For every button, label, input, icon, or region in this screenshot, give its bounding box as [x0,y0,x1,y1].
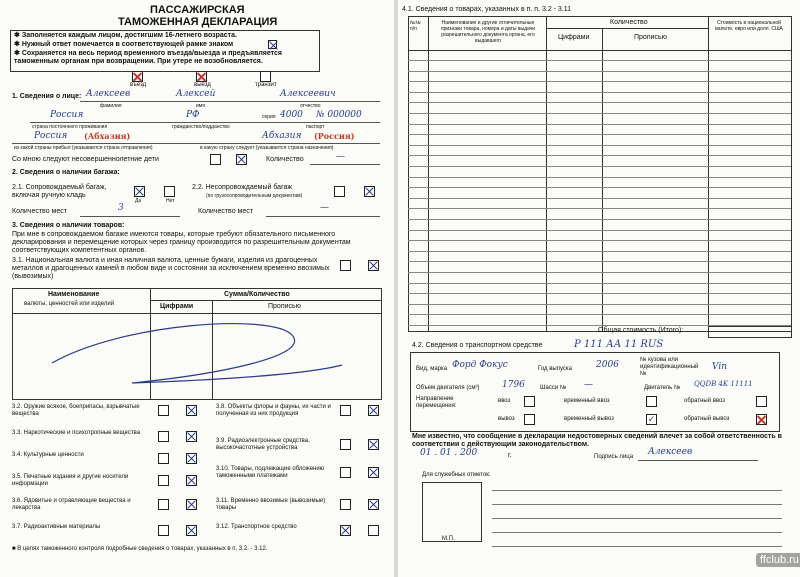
re-export-label: обратный вывоз [684,416,730,422]
goods-row-line [408,102,791,103]
goods-col-name: Наименование и другие отличительные признаки товара, номера и даты выдачи разрешительного документа органа, его выдавшего [440,20,536,44]
plate-value[interactable]: Р 111 АА 11 RUS [574,339,664,350]
from-country-label: из какой страны прибыл (указывается страна отправления) [14,145,153,151]
places-count-value[interactable]: 3 [118,203,124,213]
currency-col-name: Наименование [48,291,100,298]
goods-row-line [408,92,791,93]
accompanied-baggage-label: 2.1. Сопровождаемый багаж, включая ручную кладь [12,184,107,199]
goods-item-no-checkbox[interactable] [186,499,197,510]
note-mark-example [268,40,277,49]
goods-row-line [408,198,791,199]
note-3: Сохраняется на весь период временного въезда/выезда и предъявляется таможенным органам при возвращении. При утере не возобновляется. [14,50,282,65]
engine-volume-value[interactable]: 1796 [502,380,525,390]
goods-item-label: 3.2. Оружие всякое, боеприпасы, взрывчатые вещества [12,404,140,417]
accompanied-no-checkbox[interactable] [164,186,175,197]
goods-row-line [408,124,791,125]
watermark: ffclub.ru [756,553,800,567]
export-checkbox[interactable] [524,414,535,425]
transit-checkbox[interactable] [260,71,271,82]
passport-series-value[interactable]: 4000 [280,110,303,120]
goods-table [408,16,792,332]
goods-item-yes-checkbox[interactable] [340,439,351,450]
goods-item-yes-checkbox[interactable] [158,499,169,510]
unaccompanied-yes-checkbox[interactable] [334,186,345,197]
exit-label: выезд [194,82,211,88]
date-value[interactable]: 01 . 01 . 200 [420,448,478,458]
goods-item-label: 3.8. Объекты флоры и фауны, их части и полученная из них продукция [216,404,331,417]
goods-row-line [408,113,791,114]
goods-row-line [408,166,791,167]
stamp-label: М.П. [442,536,455,542]
currency-col-digits: Цифрами [160,303,194,310]
exit-checkbox[interactable] [196,71,207,82]
import-label: ввоз [498,398,511,404]
to-country-label: в какую страну следует (указывается страна назначения) [200,145,334,151]
goods-row-line [408,71,791,72]
check-mark-icon: ✓ [647,414,656,424]
temp-export-checkbox[interactable] [646,414,657,425]
currency-no-checkbox[interactable] [368,260,379,271]
citizenship-value[interactable]: РФ [186,110,200,120]
goods-col-words: Прописью [634,34,667,41]
goods-item-yes-checkbox[interactable] [340,525,351,536]
goods-row-line [408,283,791,284]
goods-item-yes-checkbox[interactable] [158,525,169,536]
unaccompanied-baggage-label: 2.2. Несопровождаемый багаж [192,184,293,191]
currency-col-words: Прописью [268,303,301,310]
goods-row-line [408,134,791,135]
signature-value[interactable]: Алексеев [648,447,693,457]
chassis-value[interactable]: — [584,380,593,390]
goods-row-line [408,251,791,252]
currency-cross-out-stroke [12,313,382,399]
year-label: Год выпуска [538,366,572,372]
goods-item-label: 3.12. Транспортное средство [216,524,297,530]
goods-row-line [408,177,791,178]
goods-item-no-checkbox[interactable] [368,499,379,510]
title-line-2: ТАМОЖЕННАЯ ДЕКЛАРАЦИЯ [118,16,278,28]
note-1: Заполняется каждым лицом, достигшим 16-летнего возраста. [21,32,237,39]
engine-number-label: Двигатель № [644,385,681,391]
goods-section-heading: 4.1. Сведения о товарах, указанных в п. п. 3.2 - 3.11 [402,6,572,13]
goods-item-yes-checkbox[interactable] [340,499,351,510]
goods-item-label: 3.7. Радиоактивные материалы [12,524,101,530]
goods-item-no-checkbox[interactable] [368,439,379,450]
temp-export-label: временный вывоз [564,416,614,422]
goods-row-line [408,261,791,262]
goods-item-yes-checkbox[interactable] [158,475,169,486]
goods-col-digits: Цифрами [558,34,590,41]
section-3-intro: При мне в сопровождаемом багаже имеются товары, которые требуют обязательного письменного декларирования и перемещение которых через границу производится по разрешительным документам соответствующих компетентных органов. [12,231,351,254]
places-count-label: Количество мест [12,208,67,215]
goods-item-label: 3.11. Временно ввозимые (вывозимые) товары [216,498,326,511]
currency-item-label: 3.1. Национальная валюта и иная наличная валюта, ценные бумаги, изделия из драгоценных металлов и драгоценных камней в любом виде и состоянии за исключением временно ввозимых (вывозимых) [12,257,330,280]
goods-row-line [408,219,791,220]
goods-row-line [408,293,791,294]
currency-yes-checkbox[interactable] [340,260,351,271]
surname-label: фамилия [100,103,122,109]
export-label: вывоз [498,416,515,422]
re-import-label: обратный ввоз [684,398,726,404]
to-country-note: (Россия) [314,131,355,141]
vin-label: № кузова или идентификационный № [640,357,699,377]
date-suffix: г. [508,452,512,459]
goods-item-label: 3.4. Культурные ценности [12,452,84,458]
footnote: ■ В целях таможенного контроля подробные сведения о товарах, указанных в п. 3.2. - 3.12. [12,546,268,552]
section-1-heading: 1. Сведения о лице: [12,93,82,100]
re-import-checkbox[interactable] [756,396,767,407]
currency-col-amount: Сумма/Количество [224,291,290,298]
declaration-page-left: ПАССАЖИРСКАЯ ТАМОЖЕННАЯ ДЕКЛАРАЦИЯ ✱ Заполняется каждым лицом, достигшим 16-летнего возраста. ✱ Нужный ответ помечается в соответствующей рамке знаком ✱ Сохраняется на весь период временного въезда/выезда и предъявляется таможенным органам при возвращении. При утере не возобновляется. въезд выезд транзит 1. Сведения о лице: Алексеев Алексей Алексеевич фамилия имя отчество Россия РФ серия 4000 № 000000 страна постоянного проживания гражданство/подданство паспорт Россия (Абхазия) Абхазия (Россия) из какой страны прибыл (указывается страна отправления) в какую страну следует (указывается страна назначения) Со мною следуют несовершеннолетние дети Количество — 2. Сведения о наличии багажа: 2.1. Сопровождаемый багаж, включая ручную кладь Да Нет 2.2. Несопровождаемый багаж (по грузосопроводительным документам) Количество мест 3 Количество мест — 3. Сведения о наличии товаров: При мне в сопровождаемом багаже имеются товары, которые требуют обязательного письменного декларирования и перемещение которых через границу производится по разрешительным документам соответствующих компетентных органов. 3.1. Национальная валюта и иная наличная валюта, ценные бумаги, изделия из драгоценных металлов и драгоценных камней в любом виде и состоянии за исключением временно ввозимых (вывозимых) Наименование валюты, ценностей или изделий Сумма/Количество Цифрами Прописью ■ В целях таможенного контроля подробные сведения о товарах, указанных в п. 3.2. - 3.12. 3.2. Оружие всякое, боеприпасы, взрывчатые вещества 3.3. Наркотические и психотропные вещества 3.4. Культурные ценности 3.5. Печатные издания и другие носители информации 3.6. Ядовитые и отравляющие вещества и лекарства 3.7. Радиоактивные материалы 3.8. Объекты флоры и фауны, их части и полученная из них продукция 3.9. Радиоэлектронные средства, высокочастотные устройства 3.10. Товары, подлежащие обложению таможенными платежами 3.11. Временно ввозимые (вывозимые) товары 3.12. Транспортное средство [0,0,394,577]
note-2: Нужный ответ помечается в соответствующей рамке знаком [21,41,234,48]
goods-col-num: №№ п/п [410,20,421,32]
accompanied-no-label: Нет [166,198,175,204]
goods-row-line [408,314,791,315]
import-checkbox[interactable] [524,396,535,407]
goods-row-line [408,187,791,188]
children-label: Со мною следуют несовершеннолетние дети [12,156,159,163]
places-count-value-2[interactable]: — [320,203,329,213]
series-label: серия [262,114,276,120]
signature-label: Подпись лица [594,454,634,460]
goods-row-line [408,81,791,82]
note-1-bullet: ✱ [14,32,22,39]
goods-row-line [408,155,791,156]
to-country-value[interactable]: Абхазия [262,131,302,141]
total-cost-label: Общая стоимость (Итого): [598,327,684,334]
goods-item-no-checkbox[interactable] [368,467,379,478]
temp-import-checkbox[interactable] [646,396,657,407]
liability-statement: Мне известно, что сообщение в декларации недостоверных сведений влечет за собой ответственность в соответствии с действующим законодательством. [412,433,782,448]
total-cost-field[interactable] [708,326,792,338]
engine-volume-label: Объем двигателя (см³) [416,385,480,391]
goods-item-yes-checkbox[interactable] [340,405,351,416]
passport-label: паспорт [306,124,325,130]
goods-item-yes-checkbox[interactable] [158,431,169,442]
goods-item-no-checkbox[interactable] [186,525,197,536]
goods-col-qty: Количество [610,19,648,26]
goods-row-line [408,304,791,305]
goods-row-line [408,230,791,231]
make-label: Вид, марка [416,366,448,372]
goods-row-line [408,60,791,61]
children-count-label: Количество [266,156,304,163]
residence-value[interactable]: Россия [50,110,84,120]
goods-item-yes-checkbox[interactable] [158,405,169,416]
goods-item-no-checkbox[interactable] [186,405,197,416]
currency-col-name-sub: валюты, ценностей или изделий [24,301,115,307]
vin-value[interactable]: Vin [712,362,728,372]
children-count-value[interactable]: — [336,152,345,162]
goods-item-label: 3.10. Товары, подлежащие обложению таможенными платежами [216,466,325,479]
goods-col-cost: Стоимость в национальной валюте, евро или долл. США [715,20,783,32]
goods-item-no-checkbox[interactable] [368,525,379,536]
section-3-heading: 3. Сведения о наличии товаров: [12,222,125,229]
goods-item-label: 3.9. Радиоэлектронные средства, высокочастотные устройства [216,438,310,451]
goods-row-line [408,272,791,273]
re-export-checkbox[interactable] [756,414,767,425]
goods-item-no-checkbox[interactable] [186,453,197,464]
patronymic-label: отчество [300,103,321,109]
chassis-label: Шасси № [540,385,567,391]
from-country-note: (Абхазия) [84,131,131,141]
citizenship-label: гражданство/подданство [172,124,230,130]
entry-label: въезд [130,82,147,88]
goods-row-line [408,145,791,146]
section-2-heading: 2. Сведения о наличии багажа: [12,169,120,176]
children-no-checkbox[interactable] [236,154,247,165]
entry-checkbox[interactable] [132,71,143,82]
accompanied-yes-checkbox[interactable] [134,186,145,197]
places-count-label-2: Количество мест [198,208,253,215]
goods-item-no-checkbox[interactable] [186,475,197,486]
goods-item-yes-checkbox[interactable] [158,453,169,464]
goods-row-line [408,240,791,241]
service-notes-label: Для служебных отметок: [422,472,491,478]
unaccompanied-no-checkbox[interactable] [364,186,375,197]
year-value[interactable]: 2006 [596,360,619,370]
stamp-box [422,482,482,542]
goods-item-no-checkbox[interactable] [186,431,197,442]
goods-item-label: 3.6. Ядовитые и отравляющие вещества и лекарства [12,498,131,511]
goods-item-yes-checkbox[interactable] [340,467,351,478]
title-line-1: ПАССАЖИРСКАЯ [150,4,245,16]
surname-value[interactable]: Алексеев [86,89,131,99]
engine-number-value[interactable]: QQDB 4K 11111 [694,380,753,388]
goods-row-line [408,208,791,209]
declaration-page-right [398,0,800,577]
goods-item-label: 3.3. Наркотические и психотропные вещества [12,430,141,436]
children-yes-checkbox[interactable] [210,154,221,165]
accompanied-yes-label: Да [135,198,142,204]
goods-item-label: 3.5. Печатные издания и другие носители информации [12,474,129,487]
transit-label: транзит [255,82,277,88]
direction-label: Направление перемещения: [416,396,457,409]
from-country-value[interactable]: Россия [34,131,68,141]
residence-label: страна постоянного проживания [32,124,108,130]
temp-import-label: временный ввоз [564,398,610,404]
make-value[interactable]: Форд Фокус [452,360,508,370]
name-label: имя [196,103,205,109]
patronymic-value[interactable]: Алексеевич [280,89,336,99]
unaccompanied-baggage-note: (по грузосопроводительным документам) [206,193,303,199]
name-value[interactable]: Алексей [176,89,216,99]
passport-number-value[interactable]: № 000000 [316,110,362,120]
transport-heading: 4.2. Сведения о транспортном средстве [412,342,543,349]
goods-item-no-checkbox[interactable] [368,405,379,416]
